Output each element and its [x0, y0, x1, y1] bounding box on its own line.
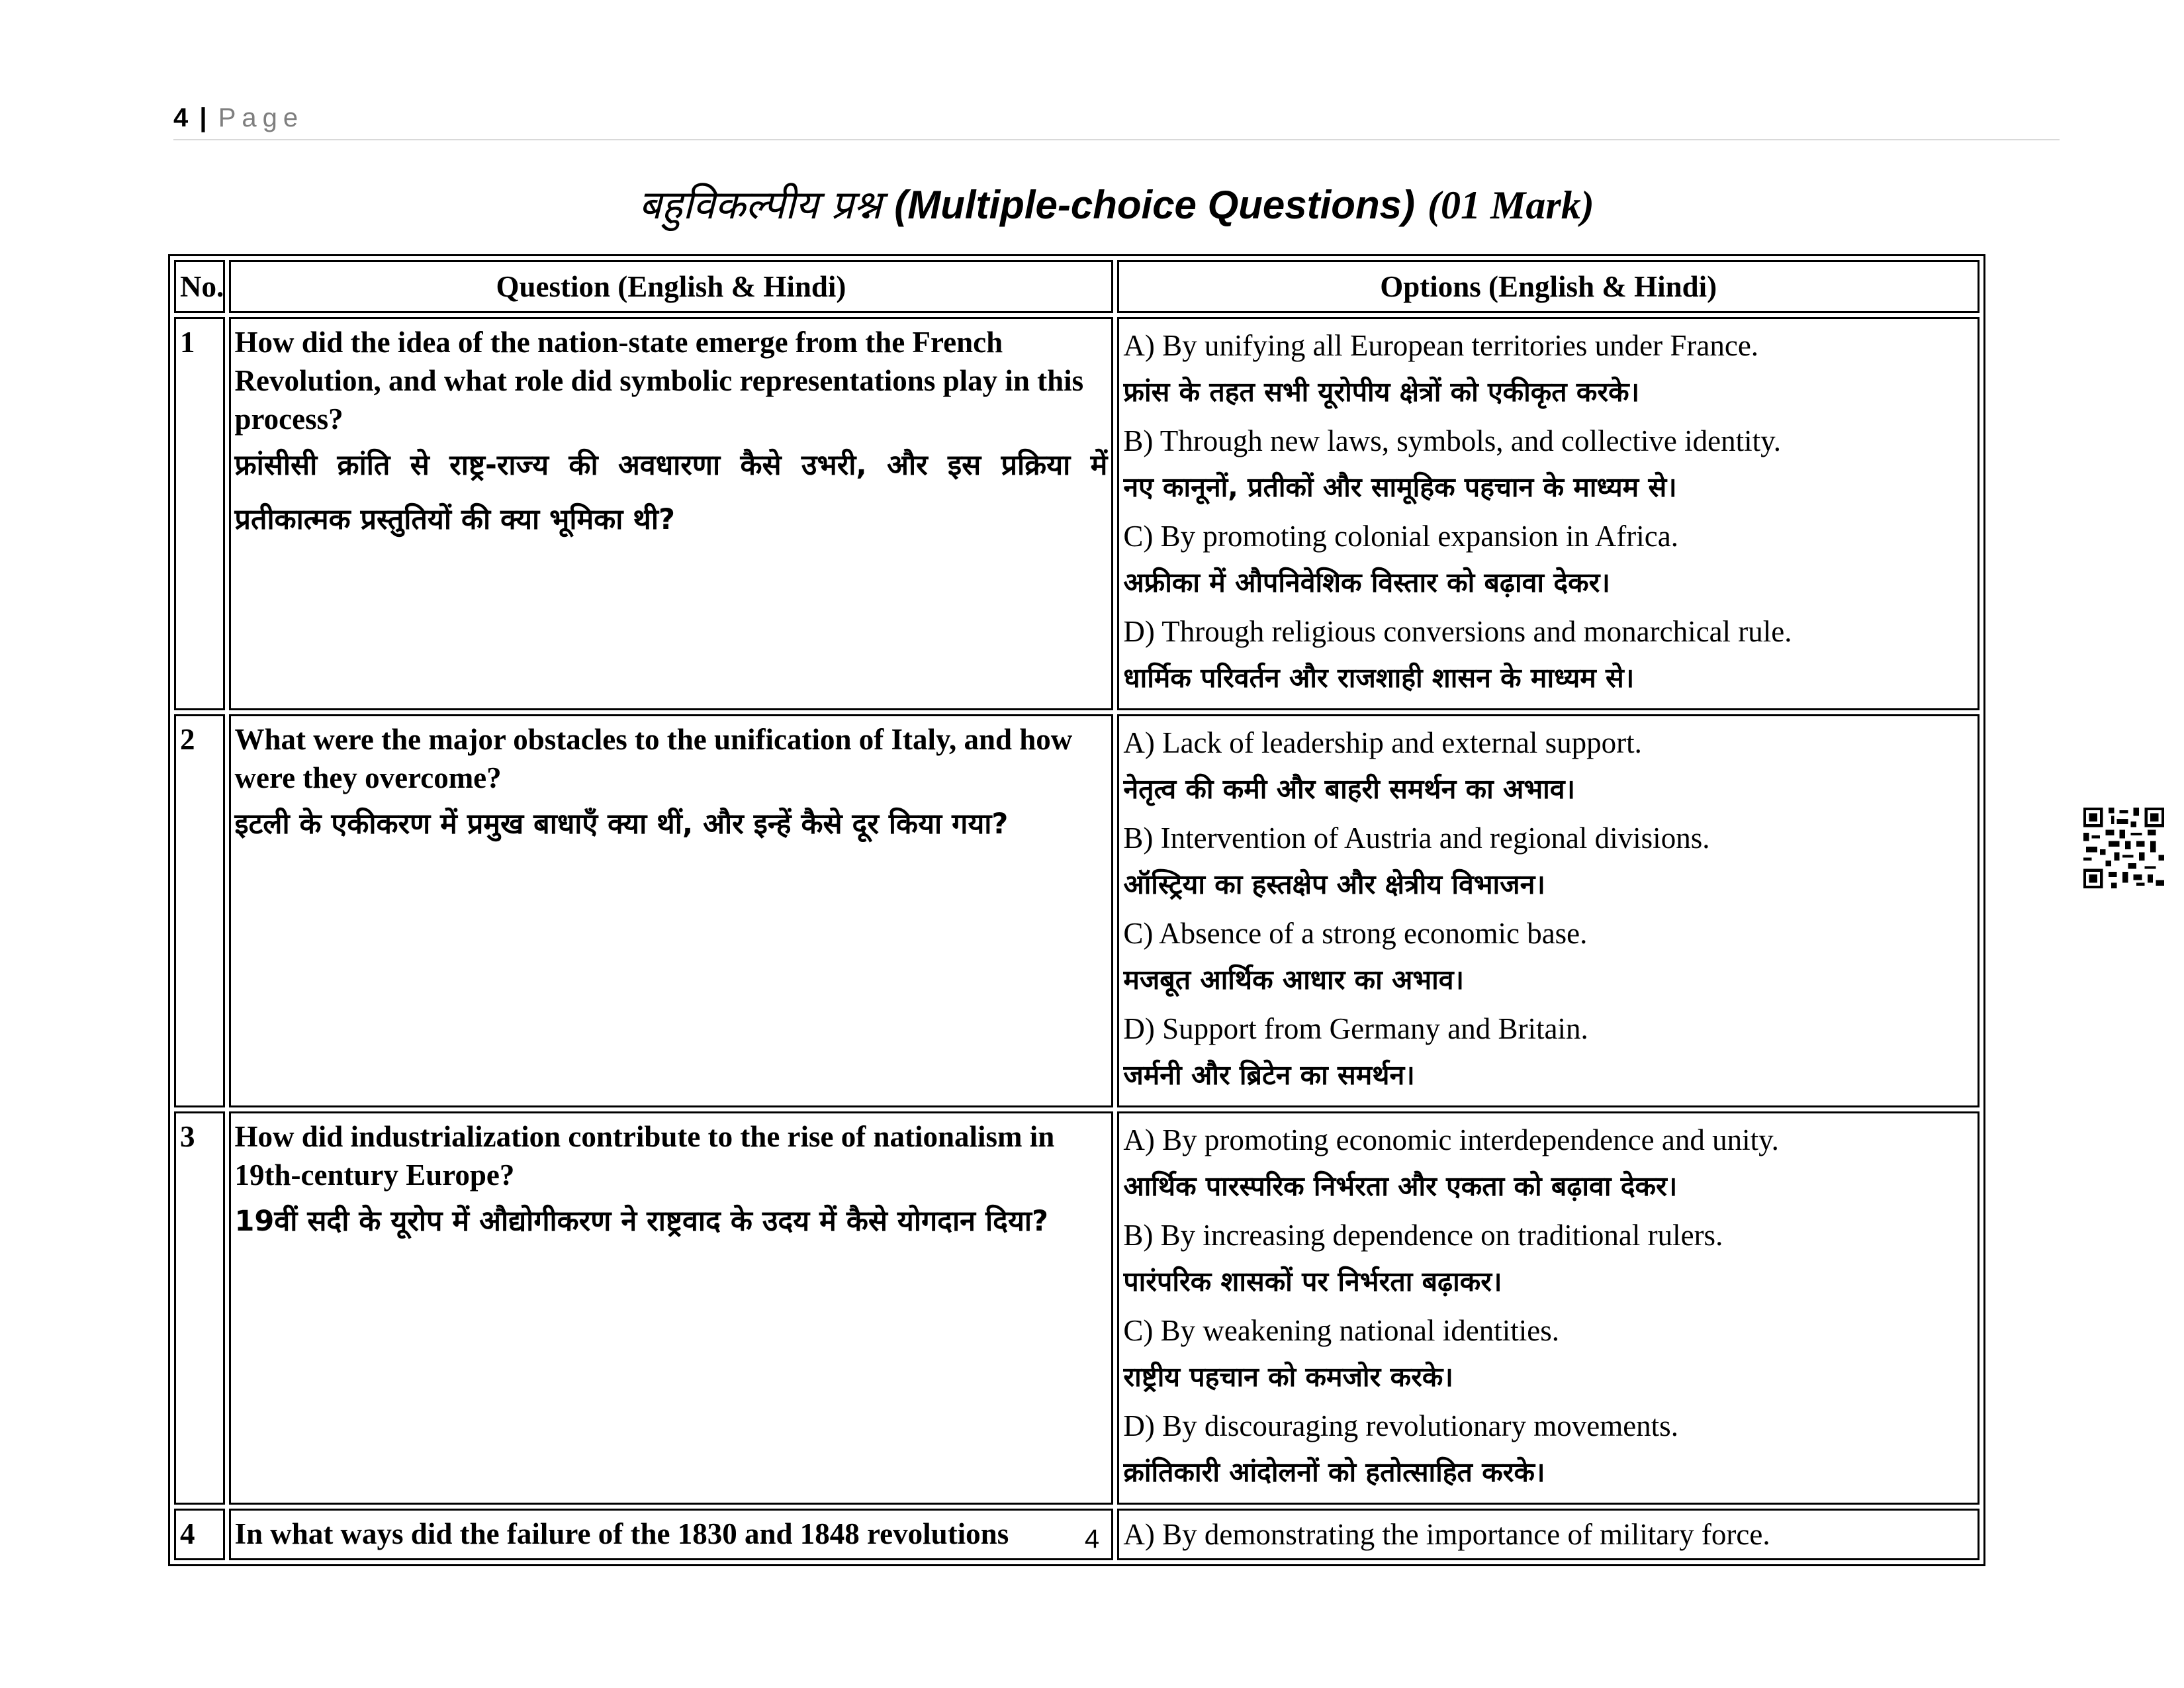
options-cell — [1117, 714, 1979, 1107]
option-a-hindi: नेतृत्व की कमी और बाहरी समर्थन का अभाव। — [1123, 773, 1576, 805]
question-cell — [229, 317, 1114, 710]
options-cell — [1117, 317, 1979, 710]
option-b-english: B) Intervention of Austria and regional divisions. — [1123, 821, 1710, 855]
title-marks: (01 Mark) — [1428, 183, 1594, 227]
option-c-english: C) By weakening national identities. — [1123, 1314, 1559, 1347]
option-c-hindi: मजबूत आर्थिक आधार का अभाव। — [1123, 964, 1465, 996]
header-options: Options (English & Hindi) — [1117, 260, 1979, 313]
title-english: (Multiple-choice Questions) — [894, 183, 1415, 227]
header-no: No. — [174, 260, 225, 313]
header-page-number: 4 — [173, 103, 189, 132]
option-c-hindi: अफ्रीका में औपनिवेशिक विस्तार को बढ़ावा देकर। — [1123, 567, 1610, 598]
question-english: What were the major obstacles to the unification of Italy, and how were they overcome? — [234, 723, 1073, 794]
option-a-english: A) Lack of leadership and external support. — [1123, 726, 1642, 759]
question-cell — [229, 1111, 1114, 1505]
question-number: 1 — [174, 317, 225, 710]
option-a-english: A) By unifying all European territories under France. — [1123, 329, 1759, 362]
option-a-hindi: आर्थिक पारस्परिक निर्भरता और एकता को बढ़ावा देकर। — [1123, 1170, 1678, 1202]
question-hindi: 19वीं सदी के यूरोप में औद्योगीकरण ने राष्ट्रवाद के उदय में कैसे योगदान दिया? — [234, 1205, 1048, 1238]
table-header-row — [174, 260, 1979, 313]
question-english: In what ways did the failure of the 1830 and 1848 revolutions — [234, 1517, 1009, 1550]
question-cell — [229, 714, 1114, 1107]
option-c-hindi: राष्ट्रीय पहचान को कमजोर करके। — [1123, 1361, 1453, 1393]
question-english: How did the idea of the nation-state emerge from the French Revolution, and what role did symbolic representations play in this process? — [234, 326, 1084, 436]
option-b-hindi: ऑस्ट्रिया का हस्तक्षेप और क्षेत्रीय विभाजन। — [1123, 868, 1545, 900]
option-d-hindi: धार्मिक परिवर्तन और राजशाही शासन के माध्यम से। — [1123, 662, 1635, 694]
header-question: Question (English & Hindi) — [229, 260, 1114, 313]
option-d-english: D) By discouraging revolutionary movements. — [1123, 1409, 1678, 1442]
footer-page-number: 4 — [1084, 1524, 1100, 1554]
header-page-label: Page — [218, 103, 304, 132]
title-hindi: बहुविकल्पीय प्रश्न — [639, 182, 882, 228]
option-d-english: D) Support from Germany and Britain. — [1123, 1012, 1588, 1045]
option-d-english: D) Through religious conversions and monarchical rule. — [1123, 615, 1792, 648]
option-b-hindi: नए कानूनों, प्रतीकों और सामूहिक पहचान के माध्यम से। — [1123, 471, 1677, 503]
question-number: 4 — [174, 1509, 225, 1560]
table-row — [174, 714, 1979, 1107]
table-row — [174, 1111, 1979, 1505]
question-english: How did industrialization contribute to the rise of nationalism in 19th-century Europe? — [234, 1120, 1055, 1192]
mcq-table — [168, 254, 1985, 1566]
option-b-hindi: पारंपरिक शासकों पर निर्भरता बढ़ाकर। — [1123, 1266, 1502, 1297]
options-cell — [1117, 1111, 1979, 1505]
option-b-english: B) By increasing dependence on traditional rulers. — [1123, 1219, 1723, 1252]
option-c-english: C) Absence of a strong economic base. — [1123, 917, 1588, 950]
question-number: 2 — [174, 714, 225, 1107]
option-d-hindi: जर्मनी और ब्रिटेन का समर्थन। — [1123, 1059, 1415, 1091]
option-a-english: A) By demonstrating the importance of military force. — [1123, 1518, 1770, 1551]
option-d-hindi: क्रांतिकारी आंदोलनों को हतोत्साहित करके। — [1123, 1456, 1545, 1488]
option-a-hindi: फ्रांस के तहत सभी यूरोपीय क्षेत्रों को एकीकृत करके। — [1123, 376, 1640, 408]
qr-code-icon — [2083, 808, 2164, 888]
page-header — [173, 99, 2060, 140]
header-separator: | — [199, 103, 207, 132]
question-hindi: इटली के एकीकरण में प्रमुख बाधाएँ क्या थीं, और इन्हें कैसे दूर किया गया? — [234, 808, 1009, 841]
option-a-english: A) By promoting economic interdependence and unity. — [1123, 1123, 1779, 1156]
section-title — [173, 175, 2060, 235]
question-number: 3 — [174, 1111, 225, 1505]
question-hindi: फ्रांसीसी क्रांति से राष्ट्र-राज्य की अवधारणा कैसे उभरी, और इस प्रक्रिया में प्रतीकात्मक प्रस्तुतियों की क्या भूमिका थी? — [234, 449, 1108, 536]
option-c-english: C) By promoting colonial expansion in Africa. — [1123, 520, 1678, 553]
table-row — [174, 317, 1979, 710]
option-b-english: B) Through new laws, symbols, and collective identity. — [1123, 424, 1781, 457]
